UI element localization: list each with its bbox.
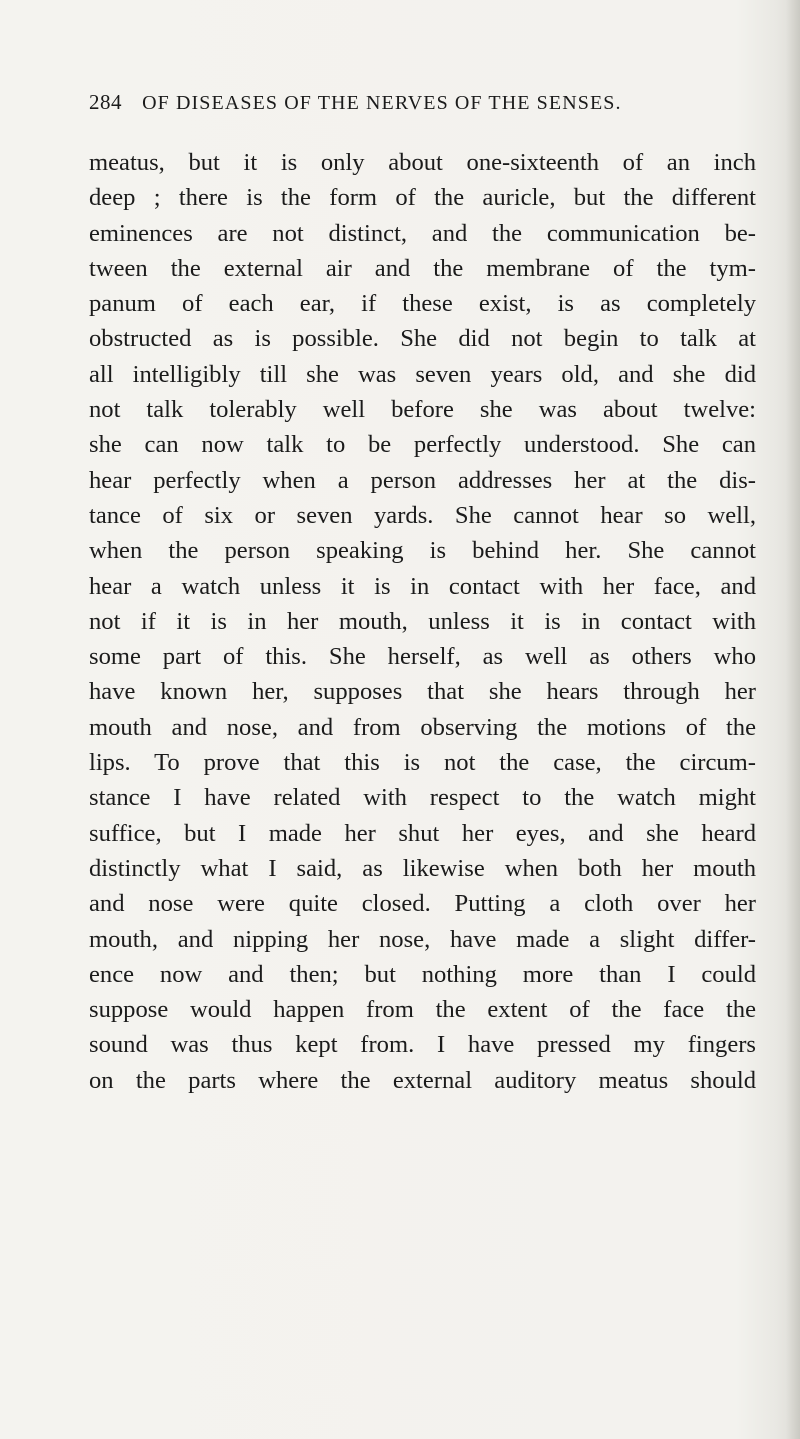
text-line: mouth, and nipping her nose, have made a slight differ-: [89, 925, 756, 953]
text-line: hear a watch unless it is in contact with her face, and: [89, 572, 756, 600]
text-line: all intelligibly till she was seven years old, and she did: [89, 360, 756, 388]
text-line: stance I have related with respect to the watch might: [89, 784, 756, 812]
chapter-title: OF DISEASES OF THE NERVES OF THE SENSES.: [142, 92, 622, 114]
text-line: when the person speaking is behind her. She cannot: [89, 537, 756, 565]
text-line: panum of each ear, if these exist, is as completely: [89, 290, 756, 318]
text-line: suffice, but I made her shut her eyes, and she heard: [89, 819, 756, 847]
running-head: [89, 90, 749, 124]
text-line: she can now talk to be perfectly understood. She can: [89, 431, 756, 459]
text-line: suppose would happen from the extent of the face the: [89, 996, 756, 1024]
text-line: sound was thus kept from. I have pressed my fingers: [89, 1031, 756, 1059]
text-line: hear perfectly when a person addresses her at the dis-: [89, 466, 756, 494]
page-edge-shadow: [786, 0, 800, 1439]
text-line: tween the external air and the membrane of the tym-: [89, 254, 756, 282]
text-line: and nose were quite closed. Putting a cloth over her: [89, 890, 756, 918]
text-line: have known her, supposes that she hears through her: [89, 678, 756, 706]
text-line: lips. To prove that this is not the case, the circum-: [89, 749, 756, 777]
page-number: 284: [89, 90, 122, 114]
text-line: some part of this. She herself, as well as others who: [89, 643, 756, 671]
text-line: ence now and then; but nothing more than I could: [89, 960, 756, 988]
text-line: mouth and nose, and from observing the motions of the: [89, 713, 756, 741]
text-line: deep ; there is the form of the auricle, but the different: [89, 184, 756, 212]
text-line: meatus, but it is only about one-sixteenth of an inch: [89, 149, 756, 176]
text-line: tance of six or seven yards. She cannot hear so well,: [89, 501, 756, 529]
body-text: [89, 145, 756, 1098]
text-line: distinctly what I said, as likewise when both her mouth: [89, 854, 756, 882]
text-line: not talk tolerably well before she was about twelve:: [89, 396, 756, 424]
text-line: obstructed as is possible. She did not begin to talk at: [89, 325, 756, 353]
text-line: not if it is in her mouth, unless it is in contact with: [89, 607, 756, 635]
text-line: eminences are not distinct, and the communication be-: [89, 219, 756, 247]
text-line: on the parts where the external auditory meatus should: [89, 1066, 756, 1094]
